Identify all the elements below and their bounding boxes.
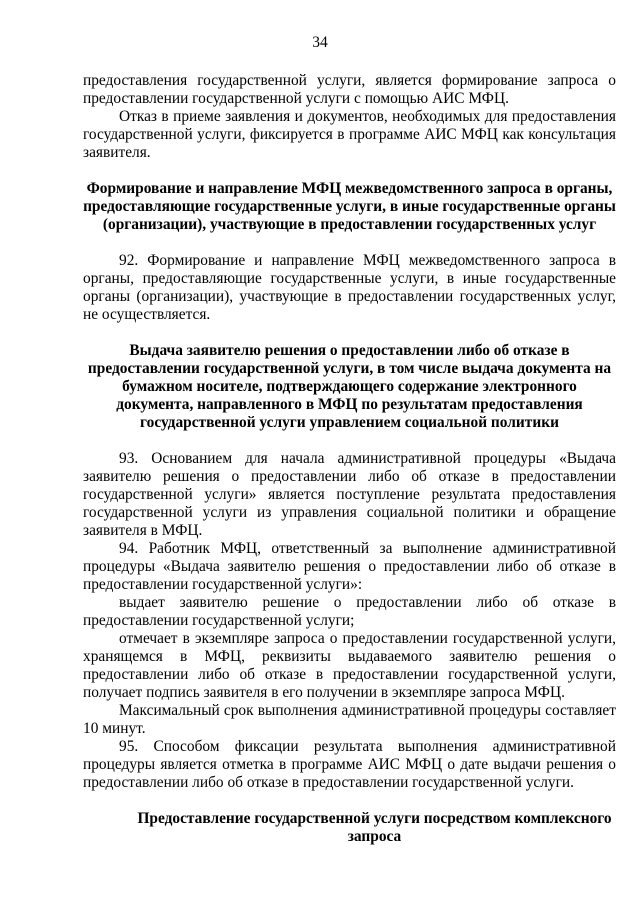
paragraph: 92. Формирование и направление МФЦ межведомственного запроса в органы, предоставляющие государственные услуги, в иные государственные органы (организации), участвующие в предоставлении государственных услуг, не осуществляется. (83, 252, 616, 323)
paragraph: выдает заявителю решение о предоставлении либо об отказе в предоставлении государственной услуги; (83, 594, 616, 629)
section-heading: Формирование и направление МФЦ межведомственного запроса в органы, предоставляющие государственные услуги, в иные государственные органы (организации), участвующие в предоставлении государственных услуг (83, 180, 616, 233)
paragraph: Отказ в приеме заявления и документов, необходимых для предоставления государственной услуги, фиксируется в программе АИС МФЦ как консультация заявителя. (83, 108, 616, 161)
paragraph: отмечает в экземпляре запроса о предоставлении государственной услуги, хранящемся в МФЦ, реквизиты выдаваемого заявителю решения о предоставлении либо об отказе в предоставлении государственной услуги, получает подпись заявителя в его получении в экземпляре запроса МФЦ. (83, 630, 616, 701)
paragraph: 95. Способом фиксации результата выполнения административной процедуры является отметка в программе АИС МФЦ о дате выдачи решения о предоставлении либо об отказе в предоставлении государственной услуги. (83, 738, 616, 791)
paragraph: 94. Работник МФЦ, ответственный за выполнение административной процедуры «Выдача заявителю решения о предоставлении либо об отказе в предоставлении государственной услуги»: (83, 540, 616, 593)
page-number: 34 (312, 34, 328, 51)
section-heading: Выдача заявителю решения о предоставлении либо об отказе в предоставлении государственной услуги, в том числе выдача документа на бумажном носителе, подтверждающего содержание электронного документа, направленного в МФЦ по результатам предоставления государственной услуги управлением социальной политики (87, 342, 612, 431)
paragraph: предоставления государственной услуги, является формирование запроса о предоставлении государственной услуги с помощью АИС МФЦ. (83, 72, 616, 107)
section-heading: Предоставление государственной услуги посредством комплексного запроса (137, 810, 612, 845)
paragraph: Максимальный срок выполнения административной процедуры составляет 10 минут. (83, 702, 616, 737)
document-body (83, 72, 616, 846)
paragraph: 93. Основанием для начала административной процедуры «Выдача заявителю решения о предоставлении либо об отказе в предоставлении государственной услуги» является поступление результата предоставления государственной услуги из управления социальной политики и обращение заявителя в МФЦ. (83, 450, 616, 539)
